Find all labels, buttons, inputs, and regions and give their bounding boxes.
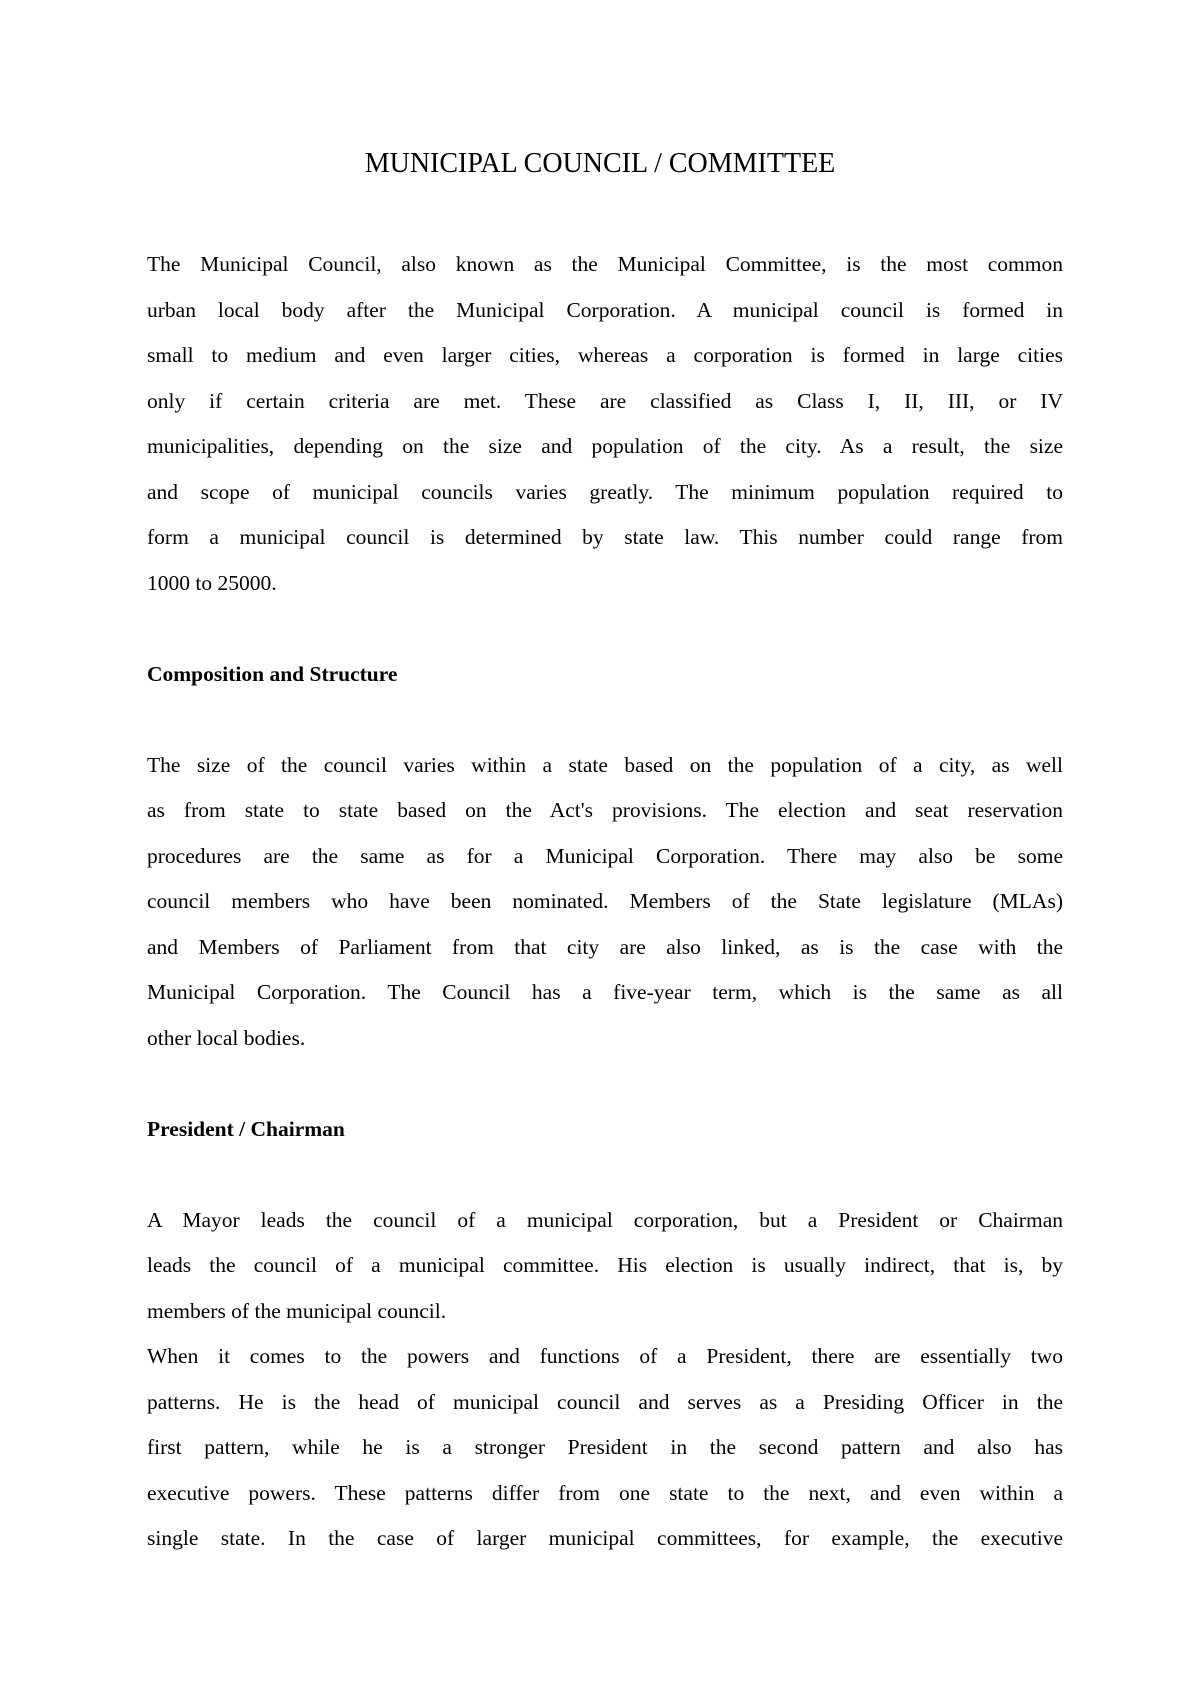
paragraph-line: other local bodies. — [147, 1025, 306, 1050]
paragraph-line: single state. In the case of larger municipal committees, for example, the executive — [147, 1526, 1063, 1550]
paragraph-line: municipalities, depending on the size and population of the city. As a result, the size — [147, 434, 1063, 458]
paragraph-line: council members who have been nominated. Members of the State legislature (MLAs) — [147, 889, 1063, 913]
document-body — [147, 242, 1063, 1562]
paragraph-line: only if certain criteria are met. These are classified as Class I, II, III, or IV — [147, 388, 1063, 413]
paragraph-line: small to medium and even larger cities, whereas a corporation is formed in large cities — [147, 343, 1063, 367]
section-heading: President / Chairman — [147, 1116, 345, 1141]
blank-line — [147, 697, 1063, 743]
paragraph-line: and Members of Parliament from that city are also linked, as is the case with the — [147, 934, 1063, 959]
paragraph-line: first pattern, while he is a stronger President in the second pattern and also has — [147, 1435, 1063, 1459]
paragraph-line: patterns. He is the head of municipal council and serves as a Presiding Officer in the — [147, 1389, 1063, 1414]
paragraph-line: urban local body after the Municipal Corporation. A municipal council is formed in — [147, 297, 1063, 322]
blank-line — [147, 1061, 1063, 1107]
paragraph-line: 1000 to 25000. — [147, 570, 277, 595]
paragraph — [147, 242, 1063, 606]
paragraph-line: When it comes to the powers and functions of a President, there are essentially two — [147, 1344, 1063, 1368]
paragraph-line: leads the council of a municipal committee. His election is usually indirect, that is, by — [147, 1253, 1063, 1277]
paragraph — [147, 1334, 1063, 1562]
paragraph-line: The size of the council varies within a state based on the population of a city, as well — [147, 752, 1063, 777]
blank-line — [147, 606, 1063, 652]
paragraph-line: form a municipal council is determined by state law. This number could range from — [147, 525, 1063, 549]
paragraph-line: executive powers. These patterns differ from one state to the next, and even within a — [147, 1480, 1063, 1505]
paragraph-line: procedures are the same as for a Municipal Corporation. There may also be some — [147, 843, 1063, 868]
paragraph-line: members of the municipal council. — [147, 1298, 447, 1323]
paragraph-line: and scope of municipal councils varies greatly. The minimum population required to — [147, 479, 1063, 504]
paragraph-line: as from state to state based on the Act's provisions. The election and seat reservation — [147, 798, 1063, 822]
paragraph-line: A Mayor leads the council of a municipal corporation, but a President or Chairman — [147, 1207, 1063, 1232]
section-heading: Composition and Structure — [147, 661, 398, 686]
paragraph — [147, 743, 1063, 1062]
paragraph-line: The Municipal Council, also known as the Municipal Committee, is the most common — [147, 252, 1063, 276]
document-title: MUNICIPAL COUNCIL / COMMITTEE — [364, 148, 836, 179]
paragraph-line: Municipal Corporation. The Council has a five-year term, which is the same as all — [147, 980, 1063, 1004]
blank-line — [147, 1152, 1063, 1198]
paragraph — [147, 1198, 1063, 1335]
